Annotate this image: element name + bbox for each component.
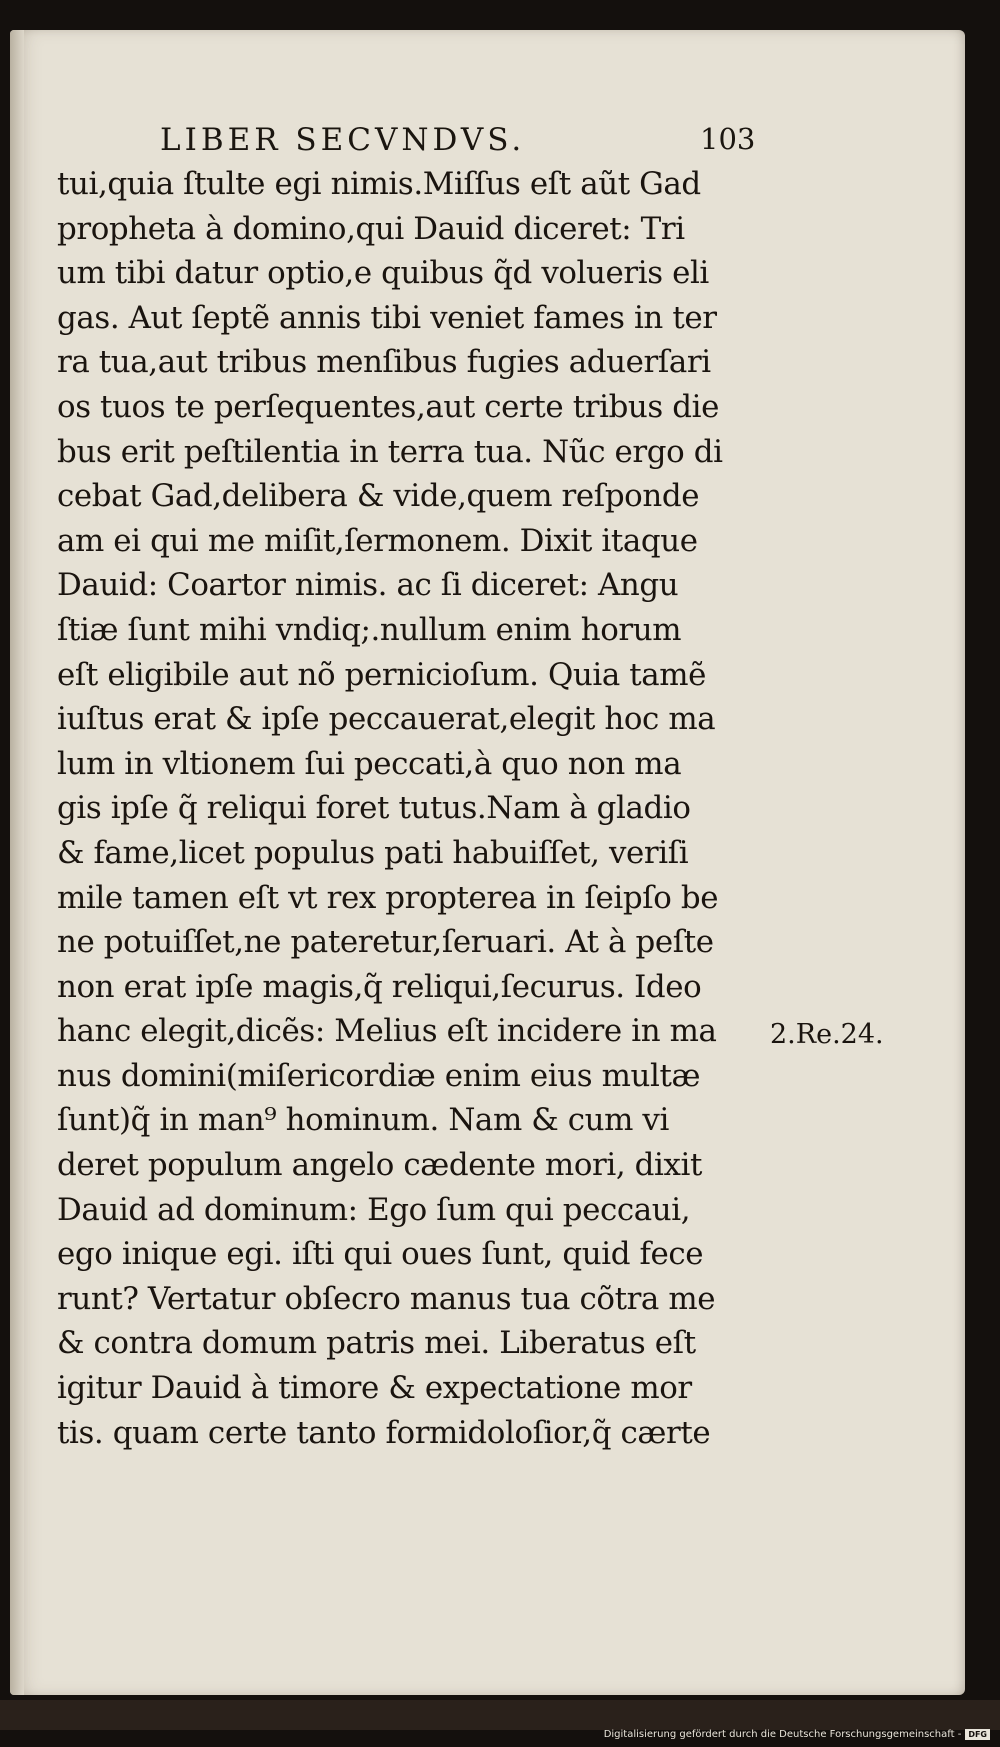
page-bottom-edge — [0, 1700, 1000, 1730]
text-line: & fame,licet populus pati habuiſſet, veriſi — [57, 834, 689, 871]
marginal-note: 2.Re.24. — [770, 1019, 884, 1050]
text-line: ne potuiſſet,ne pateretur,ſeruari. At à peſte — [57, 924, 714, 961]
dfg-logo: DFG — [965, 1729, 990, 1740]
text-line: ſunt)q̃ in man⁹ hominum. Nam & cum vi — [57, 1102, 669, 1139]
text-line: & contra domum patris mei. Liberatus eſt — [57, 1325, 696, 1362]
running-title: LIBER SECVNDVS. — [160, 122, 526, 158]
text-line: am ei qui me miſit,ſermonem. Dixit itaque — [57, 522, 698, 559]
text-line: bus erit peſtilentia in terra tua. Nũc ergo di — [57, 433, 723, 470]
text-line: iuſtus erat & ipſe peccauerat,elegit hoc ma — [57, 701, 716, 738]
text-line: hanc elegit,dicẽs: Melius eſt incidere in ma — [57, 1013, 717, 1050]
text-line: non erat ipſe magis,q̃ reliqui,ſecurus. Ideo — [57, 968, 702, 1005]
text-line: propheta à domino,qui Dauid diceret: Tri — [57, 210, 685, 247]
footer-credit-text: Digitalisierung gefördert durch die Deutsche Forschungsgemeinschaft - — [603, 1729, 962, 1740]
text-line: tui,quia ſtulte egi nimis.Miſſus eſt aũt Gad — [57, 166, 701, 202]
text-line: gas. Aut ſeptẽ annis tibi veniet fames in ter — [57, 299, 717, 336]
page-gutter — [10, 30, 24, 1695]
text-line: gis ipſe q̃ reliqui foret tutus.Nam à gladio — [57, 790, 691, 827]
text-line: os tuos te perſequentes,aut certe tribus die — [57, 388, 720, 425]
text-line: um tibi datur optio,e quibus q̃d volueris eli — [57, 255, 709, 292]
footer-credit — [604, 1729, 990, 1740]
text-line: ra tua,aut tribus menſibus fugies aduerſari — [57, 344, 711, 381]
text-line: mile tamen eſt vt rex propterea in ſeipſo be — [57, 879, 719, 916]
folio-number: 103 — [700, 122, 756, 156]
text-line: lum in vltionem ſui peccati,à quo non ma — [57, 745, 682, 782]
text-line: deret populum angelo cædente mori, dixit — [57, 1147, 703, 1184]
text-line: Dauid: Coartor nimis. ac ſi diceret: Angu — [57, 567, 679, 604]
text-line: nus domini(miſericordiæ enim eius multæ — [57, 1057, 701, 1094]
text-line: tis. quam certe tanto formidoloſior,q̃ cærte — [57, 1414, 711, 1451]
text-line: eſt eligibile aut nõ pernicioſum. Quia tamẽ — [57, 656, 707, 693]
text-line: ſtiæ ſunt mihi vndiq;.nullum enim horum — [57, 611, 682, 648]
text-line: ego inique egi. iſti qui oues ſunt, quid fece — [57, 1236, 704, 1273]
text-line: runt? Vertatur obſecro manus tua cõtra me — [57, 1280, 716, 1317]
text-line: cebat Gad,delibera & vide,quem reſponde — [57, 478, 700, 515]
text-line: Dauid ad dominum: Ego ſum qui peccaui, — [57, 1191, 691, 1228]
text-line: igitur Dauid à timore & expectatione mor — [57, 1370, 692, 1407]
text-block — [57, 162, 772, 1455]
